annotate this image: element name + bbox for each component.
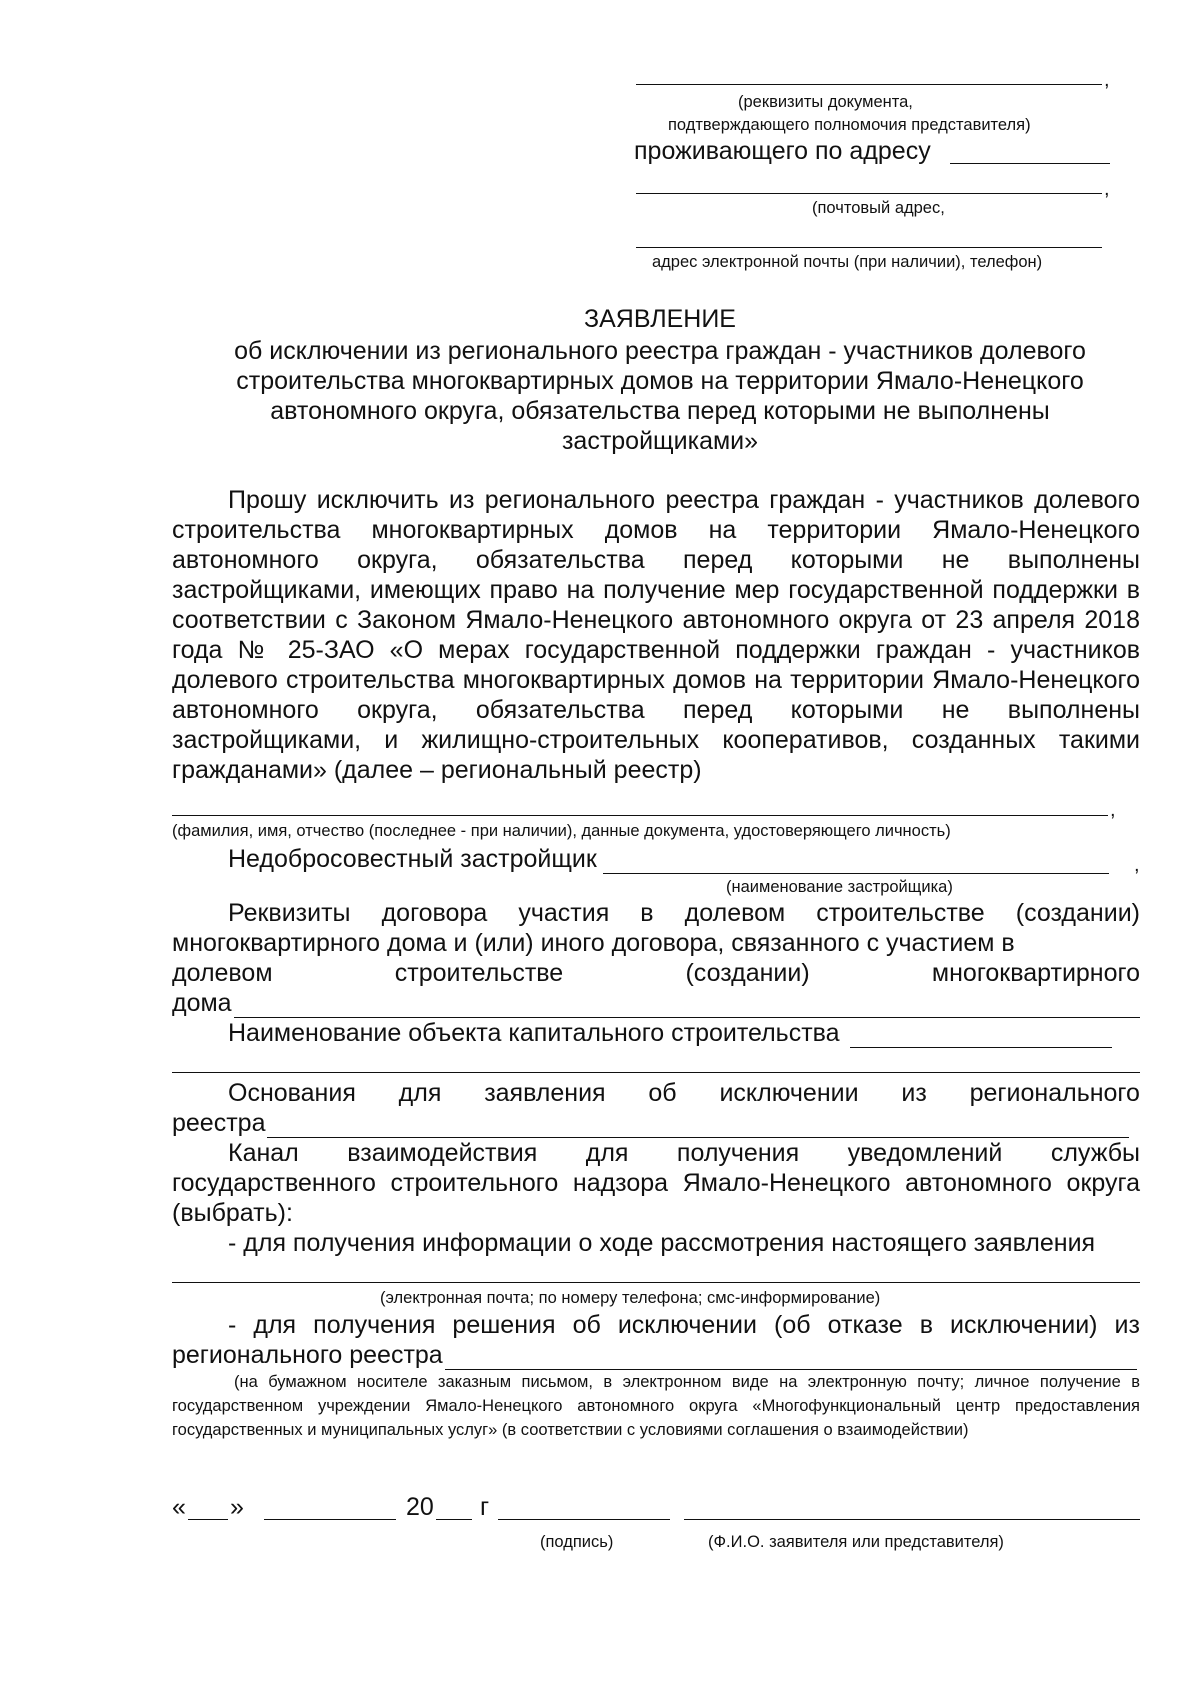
month-input-line[interactable] [264,1519,396,1520]
postal-address-caption: (почтовый адрес, [812,199,945,217]
residing-address-label: проживающего по адресу [634,137,931,165]
contract-input-line[interactable] [234,993,1140,1018]
contract-last-word: дома [172,989,232,1017]
year-input-line[interactable] [436,1519,472,1520]
grounds-last-row [172,1108,1129,1138]
applicant-name-caption: (Ф.И.О. заявителя или представителя) [708,1533,1004,1551]
contract-paragraph: Реквизиты договора участия в долевом строительстве (создании) многоквартирного дома и (или) иного договора, связанного с участием в [172,899,1140,957]
contract-word: строительстве [394,959,564,987]
info-caption: (электронная почта; по номеру телефона; смс-информирование) [380,1289,881,1307]
grounds-word: заявления [484,1079,606,1107]
decision-last-text: регионального реестра [172,1341,443,1369]
comma: , [1104,69,1110,91]
year-prefix: 20 [406,1493,434,1521]
object-input-line[interactable] [850,1023,1112,1048]
quote-open: « [172,1493,186,1521]
decision-last-row [172,1340,1137,1370]
grounds-word: для [398,1079,442,1107]
doc-requisites-line[interactable] [636,84,1102,85]
grounds-row [228,1078,1140,1108]
object-row [228,1018,1112,1048]
email-phone-line[interactable] [636,247,1102,248]
contract-last-row [172,988,1140,1018]
decision-label: - для получения решения об исключении (об отказе в исключении) из [228,1311,1140,1339]
info-row [228,1228,1095,1258]
contract-word: (создании) [685,959,810,987]
developer-row [228,844,1109,874]
grounds-word: регионального [969,1079,1140,1107]
document-heading: ЗАЯВЛЕНИЕ [583,305,736,333]
quote-close: » [230,1493,244,1521]
grounds-input-line[interactable] [267,1113,1129,1138]
document-subject-line: строительства многоквартирных домов на территории Ямало-Ненецкого [236,367,1084,395]
residing-address-line[interactable] [950,163,1110,164]
email-phone-caption: адрес электронной почты (при наличии), телефон) [652,253,1043,271]
comma: , [1104,178,1110,200]
decision-input-line[interactable] [445,1345,1137,1370]
developer-caption: (наименование застройщика) [726,878,953,896]
info-input-line[interactable] [172,1282,1140,1283]
contract-paragraph-line [172,958,1140,988]
decision-row [228,1310,1140,1340]
contract-word: долевом [172,959,273,987]
comma: , [1134,854,1140,876]
grounds-word: Основания [228,1079,356,1107]
grounds-word: об [648,1079,677,1107]
applicant-fio-line[interactable] [172,815,1108,816]
request-paragraph: Прошу исключить из регионального реестра граждан - участников долевого строительства многоквартирных домов на территории Ямало-Ненецкого автономного округа, обязательства перед которыми не выполнены застройщиками, имеющих право на получение мер государственной поддержки в соответствии с Законом Ямало-Ненецкого автономного округа от 23 апреля 2018 года № 25-ЗАО «О мерах государственной поддержки граждан - участников долевого строительства многоквартирных домов на территории Ямало-Ненецкого автономного округа, обязательства перед которыми не выполнены застройщиками, и жилищно-строительных кооперативов, созданных такими гражданами» (далее – региональный реестр) [172,486,1140,784]
comma: , [1110,799,1116,821]
signature-row [172,1490,1140,1526]
signature-input-line[interactable] [498,1519,670,1520]
grounds-word: исключении [719,1079,859,1107]
document-subject-line: автономного округа, обязательства перед которыми не выполнены [270,397,1050,425]
day-input-line[interactable] [188,1519,228,1520]
developer-label: Недобросовестный застройщик [228,845,597,873]
object-input-line-cont[interactable] [172,1072,1140,1073]
object-label: Наименование объекта капитального строительства [228,1019,840,1047]
document-subject-line: об исключении из регионального реестра граждан - участников долевого [234,337,1086,365]
contract-word: многоквартирного [931,959,1140,987]
year-suffix: г [480,1493,490,1521]
decision-caption: (на бумажном носителе заказным письмом, в электронном виде на электронную почту; личное получение в государственном учреждении Ямало-Ненецкого автономного округа «Многофункциональный центр предоставления государственных и муниципальных услуг» (в соответствии с условиями соглашения о взаимодействии) [172,1373,1140,1439]
signature-caption: (подпись) [540,1533,614,1551]
applicant-fio-caption: (фамилия, имя, отчество (последнее - при наличии), данные документа, удостоверяющего личность) [172,822,951,840]
grounds-last-word: реестра [172,1109,266,1137]
document-subject-line: застройщиками» [561,427,759,455]
doc-requisites-caption: (реквизиты документа, [738,93,913,111]
developer-input-line[interactable] [603,849,1109,874]
applicant-name-input-line[interactable] [684,1519,1140,1520]
postal-address-line[interactable] [636,193,1102,194]
channel-paragraph: Канал взаимодействия для получения уведомлений службы государственного строительного надзора Ямало-Ненецкого автономного округа (выбрать): [172,1139,1140,1227]
info-label: - для получения информации о ходе рассмотрения настоящего заявления [228,1229,1096,1257]
grounds-word: из [901,1079,927,1107]
doc-requisites-caption-cont: подтверждающего полномочия представителя) [668,116,1031,134]
